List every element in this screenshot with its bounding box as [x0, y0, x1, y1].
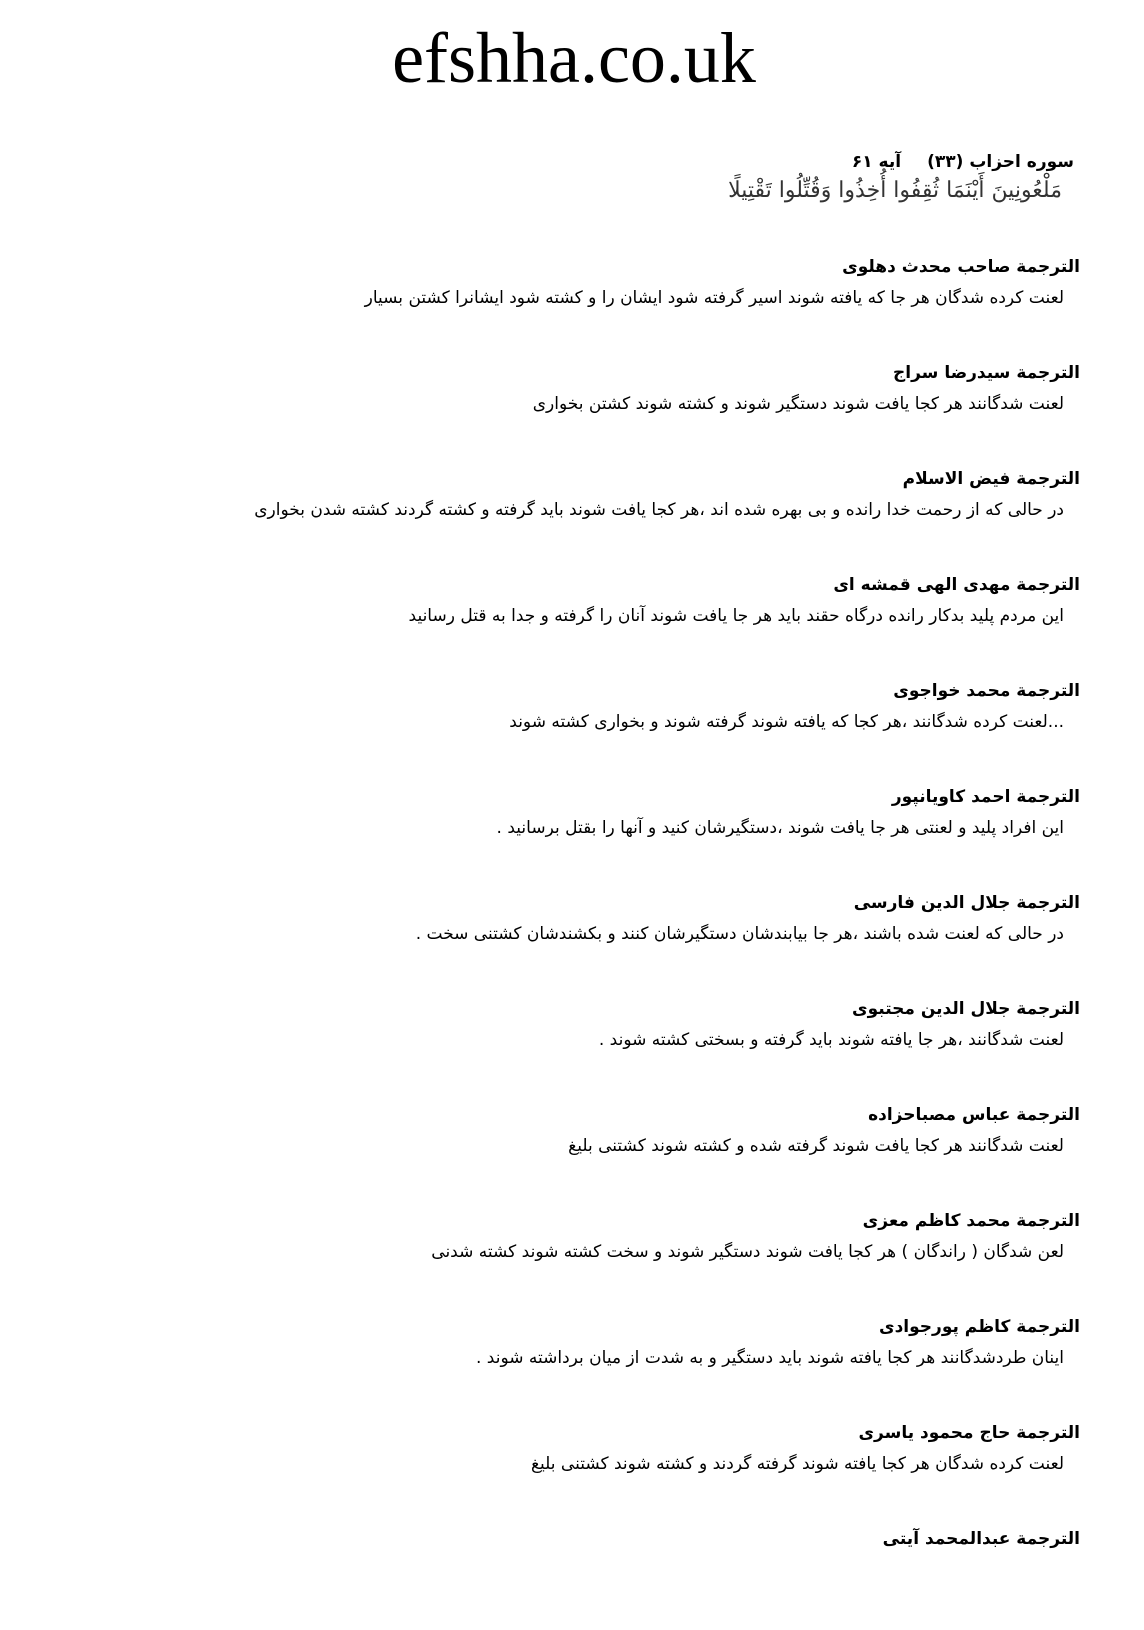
translator-title: الترجمة محمد خواجوى — [893, 681, 1080, 701]
translation-text: لعن شدگان ( راندگان ) هر كجا يافت شوند دستگير شوند و سخت كشته شوند كشته شدنى — [431, 1242, 1064, 1262]
translation-text: لعنت كرده شدگان هر كجا يافته شوند گرفته گردند و كشته شوند كشتنى بليغ — [530, 1454, 1064, 1474]
translation-text: ...لعنت كرده شدگانند ،هر كجا كه يافته شوند گرفته شوند و بخوارى كشته شوند — [509, 712, 1064, 732]
translation-text: لعنت شدگانند هر كجا يافت شوند گرفته شده و كشته شوند كشتنى بليغ — [568, 1136, 1064, 1156]
translation-text: اينان طردشدگانند هر كجا يافته شوند بايد دستگير و به شدت از ميان برداشته شوند . — [475, 1348, 1064, 1368]
site-title-text: efshha.co.uk — [392, 18, 756, 98]
translation-block — [60, 1418, 1080, 1524]
translator-title: الترجمة جلال الدين مجتبوى — [852, 999, 1080, 1019]
translation-block — [60, 782, 1080, 888]
translation-block — [60, 888, 1080, 994]
translation-text: اين افراد پليد و لعنتى هر جا يافت شوند ،دستگيرشان كنيد و آنها را بقتل برسانيد . — [496, 818, 1064, 838]
surah-line — [60, 150, 1074, 174]
translator-title: الترجمة محمد كاظم معزى — [862, 1211, 1080, 1231]
document-content — [60, 150, 1080, 1630]
ayah-number: آيه ۶۱ — [851, 152, 902, 172]
translator-title: الترجمة جلال الدين فارسى — [853, 893, 1080, 913]
translation-text: اين مردم پليد بدكار رانده درگاه حقند بايد هر جا يافت شوند آنان را گرفته و جدا به قتل رسانيد — [408, 606, 1064, 626]
translation-text: لعنت شدگانند هر كجا يافت شوند دستگير شوند و كشته شوند كشتن بخوارى — [532, 394, 1064, 414]
translation-block — [60, 464, 1080, 570]
site-title — [0, 18, 1144, 98]
translator-title: الترجمة كاظم پورجوادى — [878, 1317, 1080, 1337]
translator-title: الترجمة عباس مصباحزاده — [868, 1105, 1080, 1125]
translation-block — [60, 1524, 1080, 1630]
translation-text: در حالى كه از رحمت خدا رانده و بى بهره شده اند ،هر كجا يافت شوند بايد گرفته و كشته گردند كشته شدن بخوارى — [254, 500, 1064, 520]
translation-text — [60, 1554, 1064, 1586]
translation-block — [60, 1206, 1080, 1312]
translation-block — [60, 570, 1080, 676]
translation-block — [60, 1312, 1080, 1418]
translator-title: الترجمة سيدرضا سراج — [893, 363, 1080, 383]
translation-block — [60, 252, 1080, 358]
verse-header — [60, 150, 1080, 208]
surah-name: سوره احزاب (۳۳) — [927, 152, 1074, 172]
translation-text: در حالى كه لعنت شده باشند ،هر جا بيابندشان دستگيرشان كنند و بكشندشان كشتنى سخت . — [415, 924, 1064, 944]
translation-block — [60, 676, 1080, 782]
translator-title: الترجمة فيض الاسلام — [902, 469, 1080, 489]
translator-title: الترجمة عبدالمحمد آيتى — [882, 1529, 1080, 1549]
translator-title: الترجمة احمد كاويانپور — [891, 787, 1080, 807]
translation-text: لعنت شدگانند ،هر جا يافته شوند بايد گرفته و بسختى كشته شوند . — [598, 1030, 1064, 1050]
translation-block — [60, 358, 1080, 464]
translation-text: لعنت كرده شدگان هر جا كه يافته شوند اسير گرفته شود ايشان را و كشته شود ايشانرا كشتن بسيار — [364, 288, 1064, 308]
translation-block — [60, 1100, 1080, 1206]
translation-block — [60, 994, 1080, 1100]
arabic-verse: مَلْعُونِينَ أَيْنَمَا ثُقِفُوا أُخِذُوا وَقُتِّلُوا تَقْتِيلًا — [728, 178, 1062, 203]
translator-title: الترجمة صاحب محدث دهلوى — [842, 257, 1080, 277]
translator-title: الترجمة حاج محمود ياسرى — [858, 1423, 1080, 1443]
translator-title: الترجمة مهدى الهى قمشه اى — [833, 575, 1080, 595]
